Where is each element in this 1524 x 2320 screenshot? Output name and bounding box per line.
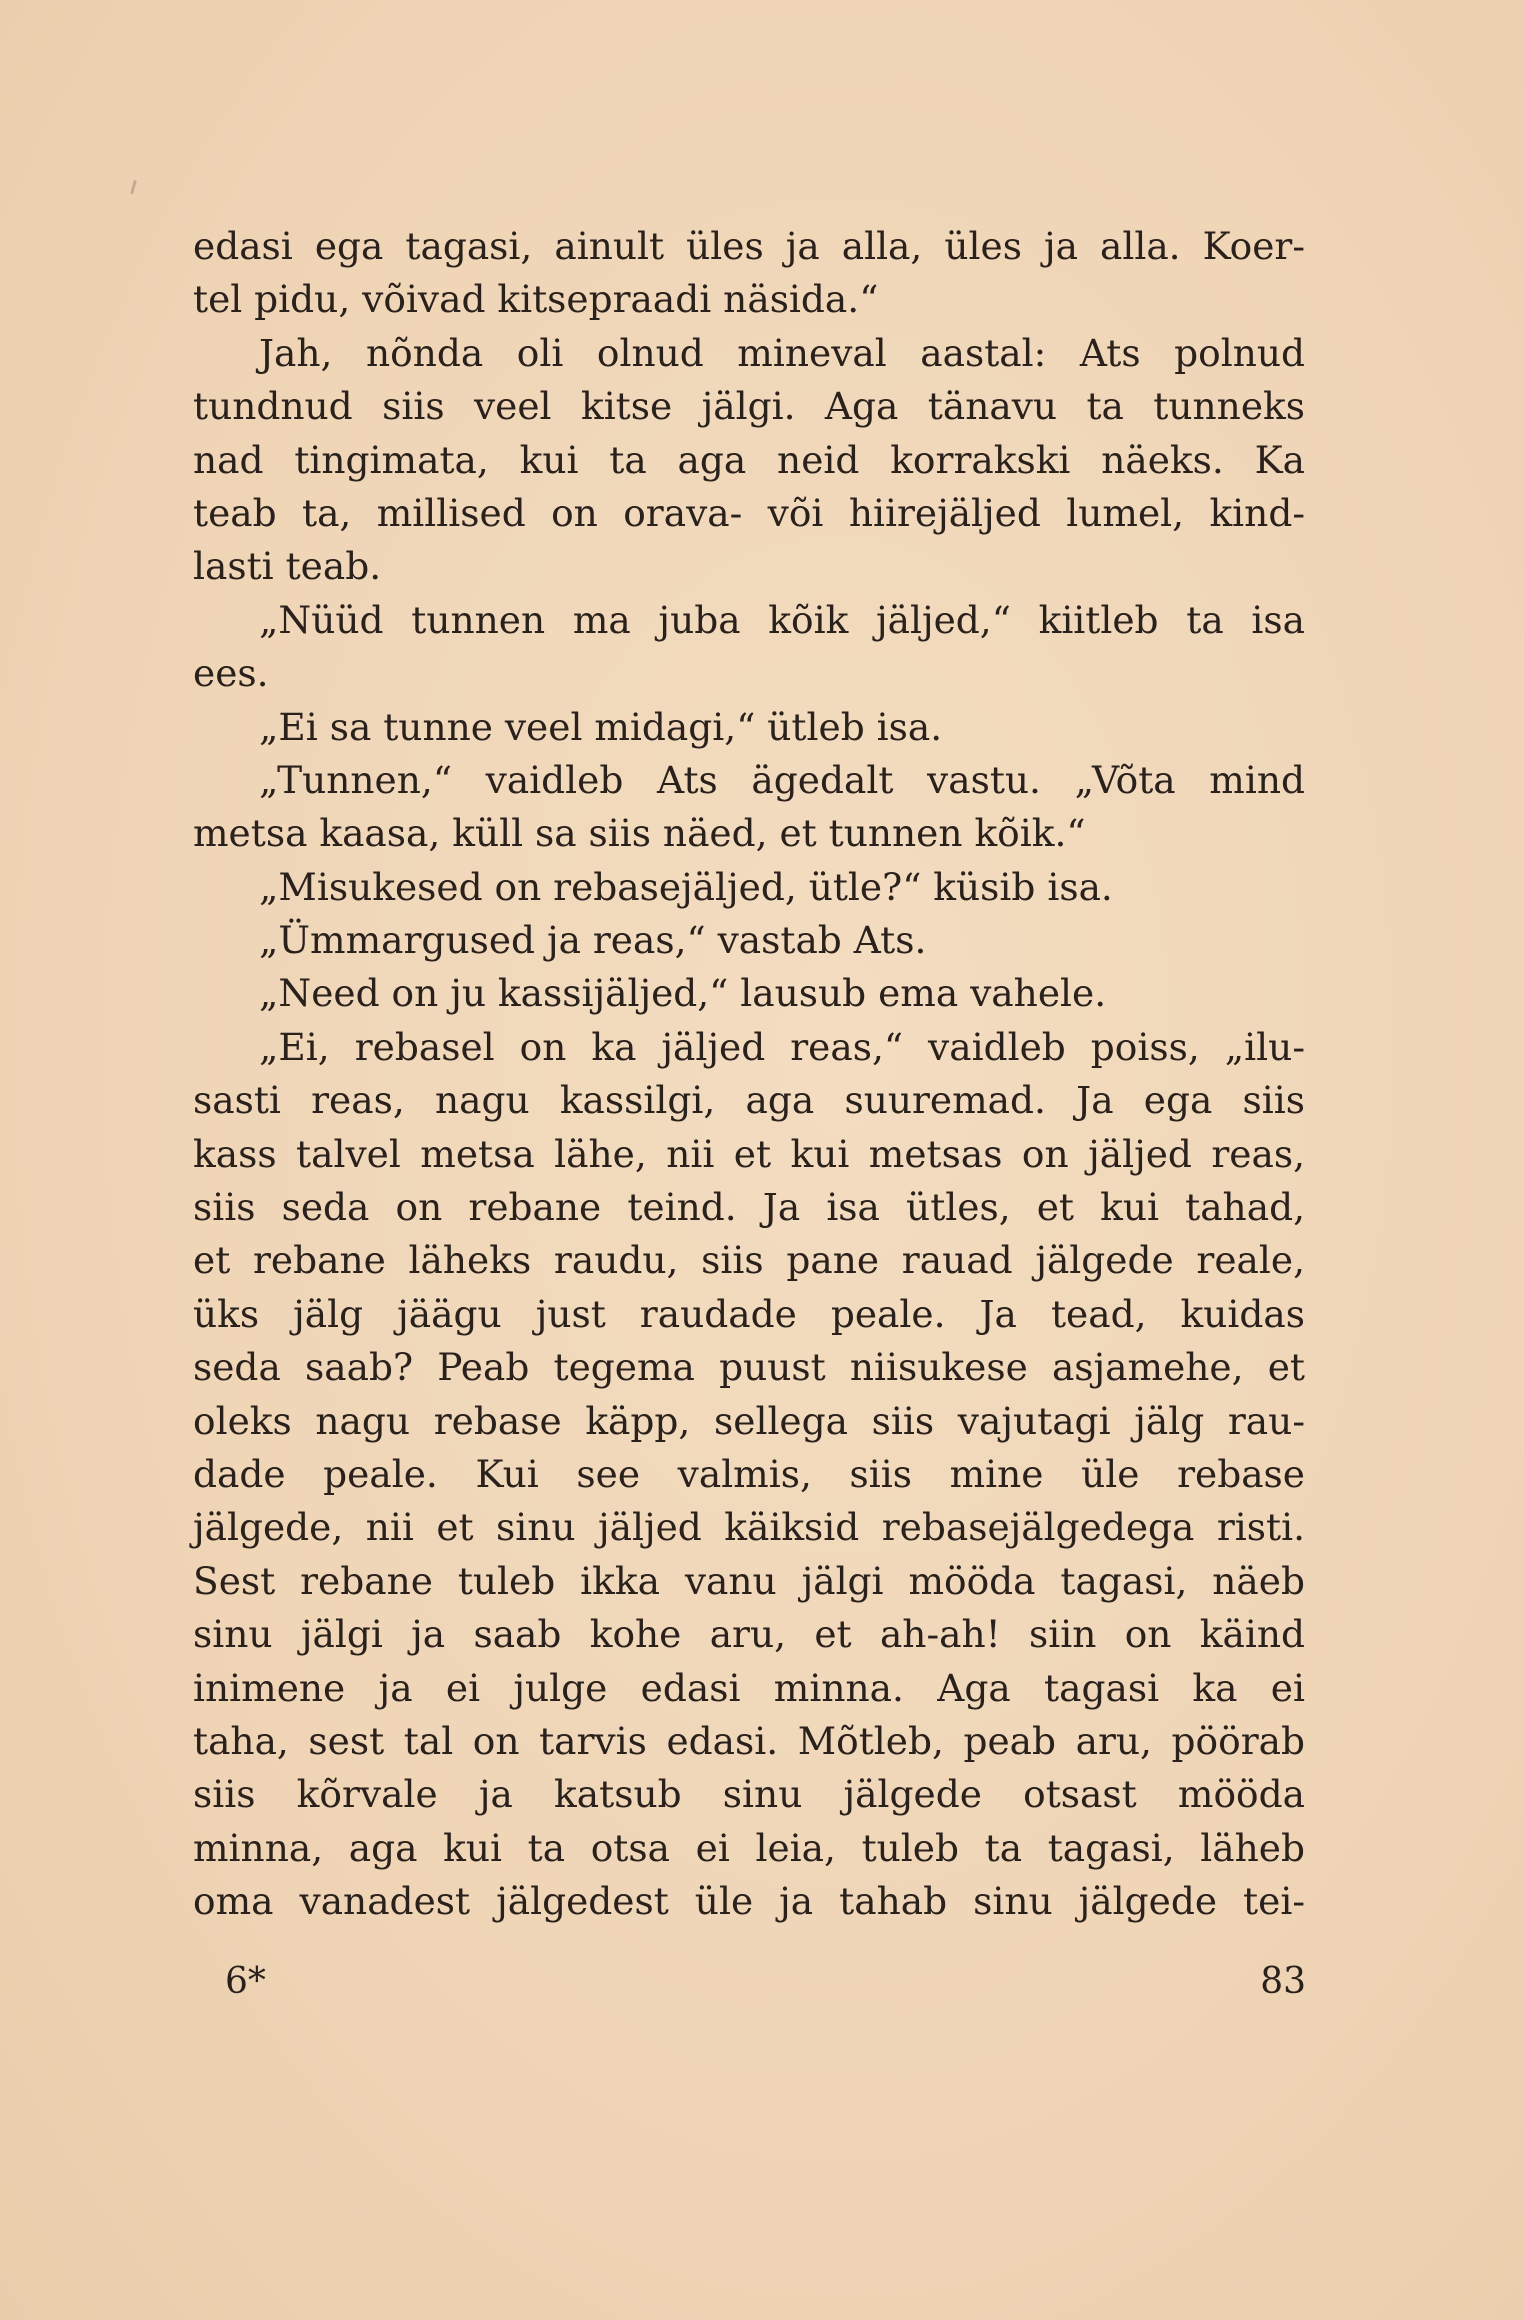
text-line: „Ümmargused ja reas,“ vastab Ats. (259, 918, 927, 963)
text-line: oma vanadest jälgedest üle ja tahab sinu jälgede tei- (193, 1879, 1305, 1924)
page-number: 83 (1260, 1961, 1306, 2002)
text-line: oleks nagu rebase käpp, sellega siis vajutagi jälg rau- (193, 1398, 1305, 1443)
text-line: „Need on ju kassijäljed,“ lausub ema vahele. (259, 971, 1107, 1016)
text-line: lasti teab. (193, 544, 382, 589)
text-line: minna, aga kui ta otsa ei leia, tuleb ta tagasi, läheb (193, 1825, 1305, 1870)
text-line: dade peale. Kui see valmis, siis mine üle rebase (193, 1451, 1305, 1496)
text-line: Jah, nõnda oli olnud mineval aastal: Ats polnud (259, 330, 1305, 375)
text-line: inimene ja ei julge edasi minna. Aga tagasi ka ei (193, 1665, 1305, 1710)
paper-speck (130, 180, 137, 194)
text-line: „Nüüd tunnen ma juba kõik jäljed,“ kiitleb ta isa (259, 597, 1305, 642)
text-line: nad tingimata, kui ta aga neid korrakski näeks. Ka (193, 437, 1305, 482)
text-line: tundnud siis veel kitse jälgi. Aga tänavu ta tunneks (193, 384, 1305, 429)
text-line: sasti reas, nagu kassilgi, aga suuremad. Ja ega siis (193, 1078, 1305, 1123)
text-line: edasi ega tagasi, ainult üles ja alla, üles ja alla. Koer- (193, 224, 1305, 268)
text-line: „Misukesed on rebasejäljed, ütle?“ küsib isa. (259, 864, 1113, 909)
signature-mark: 6* (225, 1961, 266, 2002)
text-line: ees. (193, 651, 269, 696)
text-line: seda saab? Peab tegema puust niisukese asjamehe, et (193, 1345, 1305, 1390)
text-line: teab ta, millised on orava- või hiirejäljed lumel, kind- (193, 490, 1305, 535)
text-line: et rebane läheks raudu, siis pane rauad jälgede reale, (193, 1238, 1305, 1283)
text-line: Sest rebane tuleb ikka vanu jälgi mööda tagasi, näeb (193, 1558, 1305, 1603)
text-line: kass talvel metsa lähe, nii et kui metsas on jäljed reas, (193, 1131, 1305, 1176)
text-line: metsa kaasa, küll sa siis näed, et tunnen kõik.“ (193, 811, 1086, 856)
text-line: siis kõrvale ja katsub sinu jälgede otsast mööda (193, 1772, 1305, 1817)
text-line: „Tunnen,“ vaidleb Ats ägedalt vastu. „Võta mind (259, 757, 1305, 802)
text-line: tel pidu, võivad kitsepraadi näsida.“ (193, 277, 879, 322)
body-text (193, 220, 1305, 1929)
text-line: „Ei sa tunne veel midagi,“ ütleb isa. (259, 704, 943, 749)
text-line: sinu jälgi ja saab kohe aru, et ah-ah! siin on käind (193, 1612, 1305, 1657)
text-line: siis seda on rebane teind. Ja isa ütles, et kui tahad, (193, 1185, 1305, 1230)
text-line: taha, sest tal on tarvis edasi. Mõtleb, peab aru, pöörab (193, 1718, 1305, 1763)
text-line: „Ei, rebasel on ka jäljed reas,“ vaidleb poiss, „ilu- (259, 1024, 1305, 1069)
text-line: üks jälg jäägu just raudade peale. Ja tead, kuidas (193, 1291, 1305, 1336)
text-line: jälgede, nii et sinu jäljed käiksid rebasejälgedega risti. (193, 1505, 1305, 1550)
